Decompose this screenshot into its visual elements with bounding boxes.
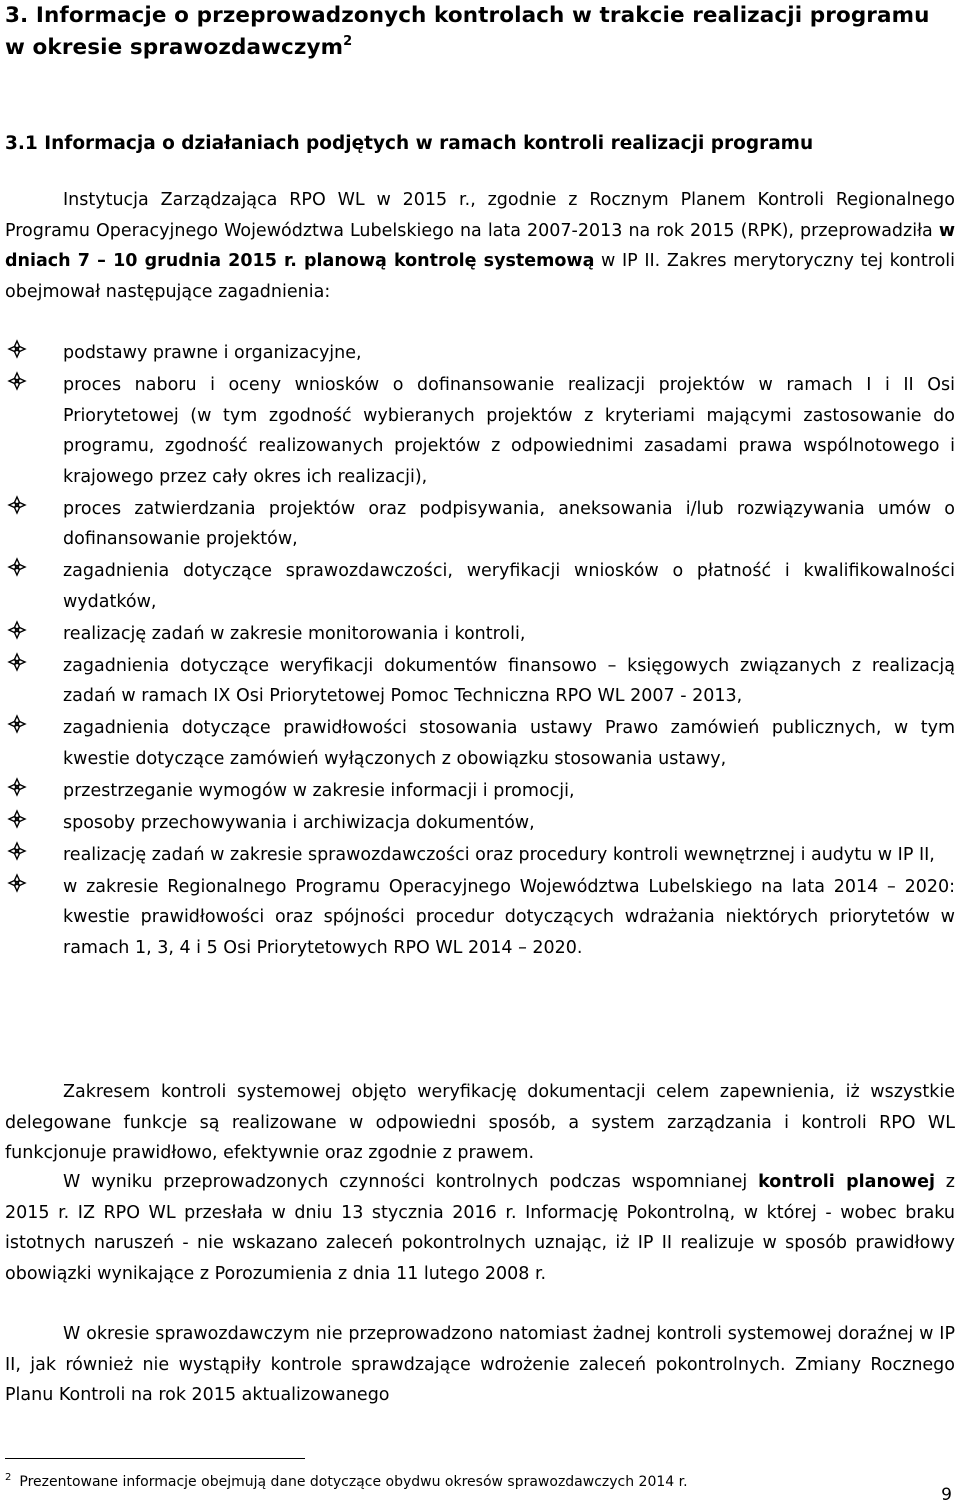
list-item	[5, 370, 955, 492]
result-paragraph	[5, 1167, 955, 1289]
scope-paragraph: Zakresem kontroli systemowej objęto weryfikację dokumentacji celem zapewnienia, iż wszystkie delegowane funkcje są realizowane w odpowiedni sposób, a system zarządzania i kontroli RPO WL funkcjonuje prawidłowo, efektywnie oraz zgodnie z prawem.	[5, 1082, 955, 1163]
list-item	[5, 808, 955, 839]
footnote	[5, 1473, 688, 1491]
diamond-bullet-icon	[7, 809, 27, 829]
diamond-bullet-icon	[7, 652, 27, 672]
list-item	[5, 840, 955, 871]
list-item-text: przestrzeganie wymogów w zakresie informacji i promocji,	[63, 780, 575, 801]
list-item	[5, 651, 955, 712]
footnote-separator	[5, 1458, 305, 1459]
footnote-text: Prezentowane informacje obejmują dane dotyczące obydwu okresów sprawozdawczych 2014 r.	[19, 1474, 688, 1490]
diamond-bullet-icon	[7, 620, 27, 640]
footnote-number: 2	[5, 1472, 12, 1483]
subsection-heading: 3.1 Informacja o działaniach podjętych w ramach kontroli realizacji programu	[5, 133, 814, 154]
intro-paragraph	[5, 185, 955, 307]
diamond-bullet-icon	[7, 841, 27, 861]
list-item-text: realizację zadań w zakresie sprawozdawczości oraz procedury kontroli wewnętrznej i audytu w IP II,	[63, 844, 935, 865]
list-item	[5, 556, 955, 617]
result-text-2: z 2015 r. IZ RPO WL przesłała w dniu 13 stycznia 2016 r. Informację Pokontrolną, w której - wobec braku istotnych naruszeń - nie wskazano zaleceń pokontrolnych uznając, iż IP II realizuje w sposób prawidłowy obowiązki wynikające z Porozumienia z dnia 11 lutego 2008 r.	[5, 1172, 955, 1284]
result-bold-text: kontroli planowej	[758, 1172, 935, 1192]
diamond-bullet-icon	[7, 714, 27, 734]
section-heading	[5, 0, 955, 64]
list-item	[5, 619, 955, 650]
result-text-1: W wyniku przeprowadzonych czynności kontrolnych podczas wspomnianej	[63, 1172, 759, 1192]
list-item-text: proces zatwierdzania projektów oraz podpisywania, aneksowania i/lub rozwiązywania umów o dofinansowanie projektów,	[63, 498, 955, 549]
list-item	[5, 494, 955, 555]
list-item	[5, 872, 955, 964]
list-item-text: w zakresie Regionalnego Programu Operacyjnego Województwa Lubelskiego na lata 2014 – 2020: kwestie prawidłowości oraz spójności procedur dotyczących wdrażania niektórych priorytetów w ramach 1, 3, 4 i 5 Osi Priorytetowych RPO WL 2014 – 2020.	[63, 876, 955, 958]
diamond-bullet-icon	[7, 557, 27, 577]
list-item-text: zagadnienia dotyczące sprawozdawczości, weryfikacji wniosków o płatność i kwalifikowalności wydatków,	[63, 561, 955, 612]
intro-text-2: w IP II. Zakres merytoryczny tej kontroli obejmował następujące zagadnienia:	[5, 251, 956, 302]
diamond-bullet-icon	[7, 339, 27, 359]
diamond-bullet-icon	[7, 495, 27, 515]
page-number: 9	[941, 1485, 952, 1505]
list-item-text: zagadnienia dotyczące weryfikacji dokumentów finansowo – księgowych związanych z realizacją zadań w ramach IX Osi Priorytetowej Pomoc Techniczna RPO WL 2007 - 2013,	[63, 655, 955, 706]
list-item-text: realizację zadań w zakresie monitorowania i kontroli,	[63, 623, 526, 644]
list-item	[5, 776, 955, 807]
list-item	[5, 338, 955, 369]
intro-bold-text: w dniach 7 – 10 grudnia 2015 r. planową kontrolę systemową	[5, 220, 955, 271]
intro-text-1: Instytucja Zarządzająca RPO WL w 2015 r., zgodnie z Rocznym Planem Kontroli Regionalnego Programu Operacyjnego Województwa Lubelskiego na lata 2007-2013 na rok 2015 (RPK), przeprowadziła	[5, 190, 955, 241]
diamond-bullet-icon	[7, 873, 27, 893]
list-item-text: zagadnienia dotyczące prawidłowości stosowania ustawy Prawo zamówień publicznych, w tym kwestie dotyczące zamówień wyłączonych z obowiązku stosowania ustawy,	[63, 718, 955, 769]
list-item	[5, 713, 955, 774]
diamond-bullet-icon	[7, 777, 27, 797]
list-item-text: sposoby przechowywania i archiwizacja dokumentów,	[63, 812, 535, 833]
diamond-bullet-icon	[7, 371, 27, 391]
footnote-reference: 2	[343, 34, 353, 49]
list-item-text: podstawy prawne i organizacyjne,	[63, 343, 362, 363]
document-page	[5, 0, 956, 1490]
section-title: 3. Informacje o przeprowadzonych kontrolach w trakcie realizacji programu w okresie sprawozdawczym	[5, 3, 930, 60]
list-item-text: proces naboru i oceny wniosków o dofinansowanie realizacji projektów w ramach I i II Osi Priorytetowej (w tym zgodność wybieranych projektów z kryteriami mającymi zastosowanie do programu, zgodność realizowanych projektów z odpowiednimi zasadami prawa wspólnotowego i krajowego przez cały okres ich realizacji),	[63, 375, 955, 487]
period-paragraph: W okresie sprawozdawczym nie przeprowadzono natomiast żadnej kontroli systemowej doraźnej w IP II, jak również nie wystąpiły kontrole sprawdzające wdrożenie zaleceń pokontrolnych. Zmiany Rocznego Planu Kontroli na rok 2015 aktualizowanego	[5, 1324, 955, 1405]
scope-list	[5, 338, 955, 965]
